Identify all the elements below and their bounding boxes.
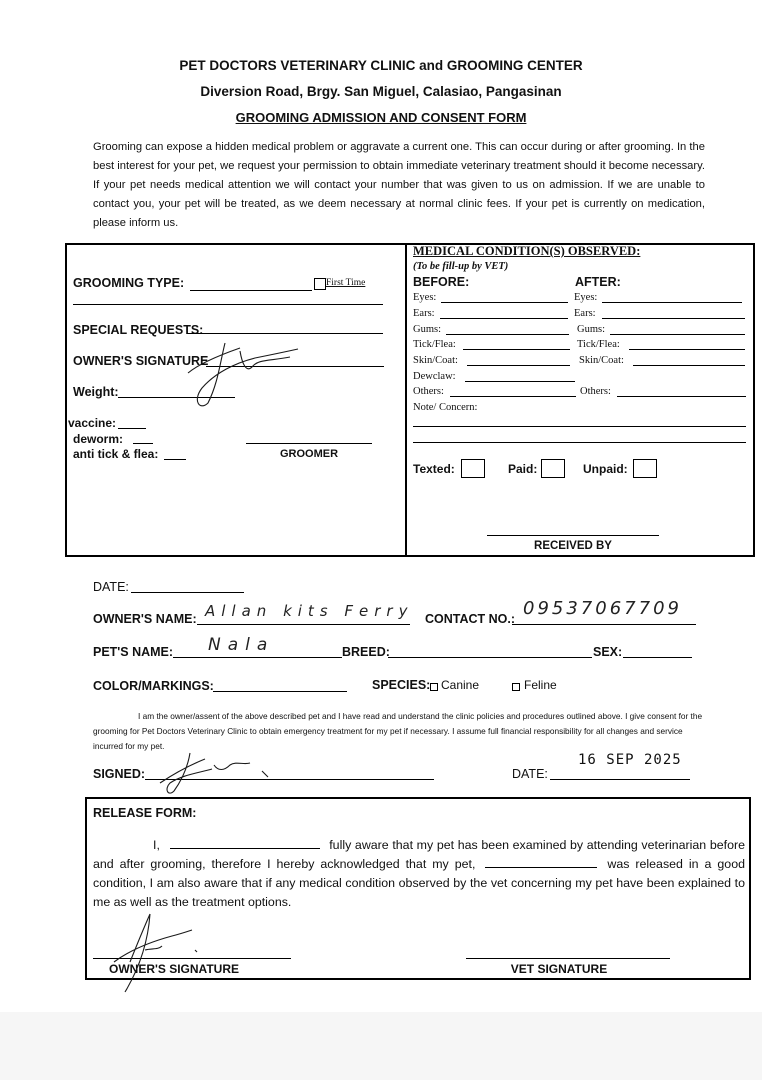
feline-label: Feline: [524, 678, 557, 692]
release-owner-signature-label: OWNER'S SIGNATURE: [109, 962, 239, 976]
signed-signature-scribble: [150, 745, 280, 800]
deworm-label: deworm:: [73, 432, 124, 446]
first-time-label: First Time: [326, 278, 366, 288]
first-time-checkbox[interactable]: [314, 278, 326, 290]
after-eyes-field[interactable]: [602, 302, 742, 303]
release-text-i: I,: [153, 838, 160, 852]
before-tickflea-label: Tick/Flea:: [413, 339, 456, 350]
weight-label: Weight:: [73, 385, 119, 399]
pets-name-field[interactable]: [173, 657, 342, 658]
after-ears-field[interactable]: [602, 318, 745, 319]
before-gums-label: Gums:: [413, 324, 442, 335]
deworm-field[interactable]: [133, 443, 153, 444]
before-others-field[interactable]: [450, 396, 576, 397]
signed-label: SIGNED:: [93, 767, 146, 781]
species-label: SPECIES:: [372, 678, 431, 692]
release-owner-name-field[interactable]: [170, 838, 320, 849]
after-others-label: Others:: [580, 386, 611, 397]
canine-label: Canine: [441, 678, 480, 692]
vaccine-label: vaccine:: [68, 416, 117, 430]
date-stamp: 16 SEP 2025: [578, 752, 682, 768]
release-text-b: was released in a good condition, I am also aware that if any medical condition observed by the vet concerning my pet have been explained to me as well as the treatment options.: [93, 857, 745, 909]
note-line-2[interactable]: [413, 442, 746, 443]
breed-field[interactable]: [388, 657, 592, 658]
texted-label: Texted:: [413, 462, 455, 476]
release-text-a: fully aware that my pet has been examined by attending veterinarian before and after grooming, therefore I hereby acknowledged that my pet,: [93, 838, 745, 871]
pets-name-label: PET'S NAME:: [93, 645, 174, 659]
before-eyes-label: Eyes:: [413, 292, 437, 303]
medical-title: MEDICAL CONDITION(S) OBSERVED:: [413, 244, 641, 258]
consent-paragraph: I am the owner/assent of the above described pet and I have read and understand the clinic policies and procedures outlined above. I give consent for the grooming for Pet Doctors Veterinary Clinic to obtain emergency treatment for my pet if necessary. I assume full financial responsibility for all changes and service incurred for my pet.: [93, 711, 703, 751]
canine-checkbox[interactable]: [430, 683, 438, 691]
groomer-label: GROOMER: [279, 448, 339, 460]
owners-name-label: OWNER'S NAME:: [93, 612, 197, 626]
note-concern-label: Note/ Concern:: [413, 402, 478, 413]
date-field[interactable]: [131, 592, 244, 593]
before-dewclaw-field[interactable]: [465, 381, 575, 382]
owner-signature-scribble: [180, 333, 310, 413]
grooming-type-field[interactable]: [190, 290, 312, 291]
breed-label: BREED:: [342, 645, 390, 659]
before-skincoat-field[interactable]: [467, 365, 570, 366]
vet-signature-field[interactable]: [466, 958, 670, 959]
clinic-name: PET DOCTORS VETERINARY CLINIC and GROOMING CENTER: [179, 58, 583, 73]
contact-label: CONTACT NO.:: [425, 612, 516, 626]
column-divider: [405, 243, 407, 555]
owners-name-field[interactable]: [197, 624, 410, 625]
before-others-label: Others:: [413, 386, 444, 397]
before-ears-label: Ears:: [413, 308, 435, 319]
sex-field[interactable]: [623, 657, 692, 658]
before-ears-field[interactable]: [440, 318, 568, 319]
page-bottom-edge: [0, 1012, 762, 1080]
medical-subtitle: (To be fill-up by VET): [413, 261, 509, 272]
owners-name-value: Allan kits Ferry: [205, 602, 414, 620]
vet-signature-label: VET SIGNATURE: [510, 962, 608, 976]
paid-label: Paid:: [508, 462, 538, 476]
color-markings-field[interactable]: [213, 691, 347, 692]
before-gums-field[interactable]: [446, 334, 569, 335]
contact-field[interactable]: [512, 624, 696, 625]
clinic-address: Diversion Road, Brgy. San Miguel, Calasiao, Pangasinan: [200, 84, 562, 99]
after-tickflea-field[interactable]: [629, 349, 745, 350]
vaccine-field[interactable]: [118, 428, 146, 429]
after-skincoat-label: Skin/Coat:: [579, 355, 624, 366]
contact-value: 09537067709: [523, 598, 682, 619]
release-signature-scribble: [100, 902, 200, 997]
after-ears-label: Ears:: [574, 308, 596, 319]
after-heading: AFTER:: [575, 275, 621, 289]
after-others-field[interactable]: [617, 396, 746, 397]
release-pet-name-field[interactable]: [485, 857, 597, 868]
note-line-1[interactable]: [413, 426, 746, 427]
groomer-field[interactable]: [246, 443, 372, 444]
feline-checkbox[interactable]: [512, 683, 520, 691]
grooming-type-line-2: [73, 304, 383, 305]
before-skincoat-label: Skin/Coat:: [413, 355, 458, 366]
date-label: DATE:: [93, 580, 129, 594]
before-tickflea-field[interactable]: [463, 349, 570, 350]
anti-tick-label: anti tick & flea:: [73, 447, 159, 461]
after-tickflea-label: Tick/Flea:: [577, 339, 620, 350]
special-requests-label: SPECIAL REQUESTS:: [73, 323, 204, 337]
pets-name-value: Nala: [208, 635, 275, 655]
color-markings-label: COLOR/MARKINGS:: [93, 679, 214, 693]
received-by-field[interactable]: [487, 535, 659, 536]
date2-label: DATE:: [512, 767, 548, 781]
sex-label: SEX:: [593, 645, 623, 659]
release-paragraph: [93, 836, 745, 912]
release-title: RELEASE FORM:: [93, 806, 197, 820]
after-skincoat-field[interactable]: [633, 365, 745, 366]
anti-tick-field[interactable]: [164, 459, 186, 460]
owner-signature-label: OWNER'S SIGNATURE: [73, 354, 209, 368]
unpaid-checkbox[interactable]: [633, 459, 657, 478]
before-eyes-field[interactable]: [441, 302, 568, 303]
grooming-type-label: GROOMING TYPE:: [73, 276, 185, 290]
before-dewclaw-label: Dewclaw:: [413, 371, 456, 382]
received-by-label: RECEIVED BY: [534, 540, 612, 552]
date2-field[interactable]: [550, 779, 690, 780]
unpaid-label: Unpaid:: [583, 462, 628, 476]
texted-checkbox[interactable]: [461, 459, 485, 478]
after-gums-label: Gums:: [577, 324, 606, 335]
paid-checkbox[interactable]: [541, 459, 565, 478]
after-gums-field[interactable]: [610, 334, 745, 335]
form-title: GROOMING ADMISSION AND CONSENT FORM: [235, 110, 527, 125]
intro-paragraph: Grooming can expose a hidden medical problem or aggravate a current one. This can occur during or after grooming. In the best interest for your pet, we request your permission to obtain immediate veterinary treatment should it become necessary. If your pet needs medical attention we will contact your number that was given to us on admission. If we are unable to contact you, your pet will be treated, as we deem necessary at normal clinic fees. If your pet is currently on medication, please inform us.: [93, 141, 705, 229]
admission-box: [65, 243, 755, 557]
after-eyes-label: Eyes:: [574, 292, 598, 303]
before-heading: BEFORE:: [413, 275, 470, 289]
